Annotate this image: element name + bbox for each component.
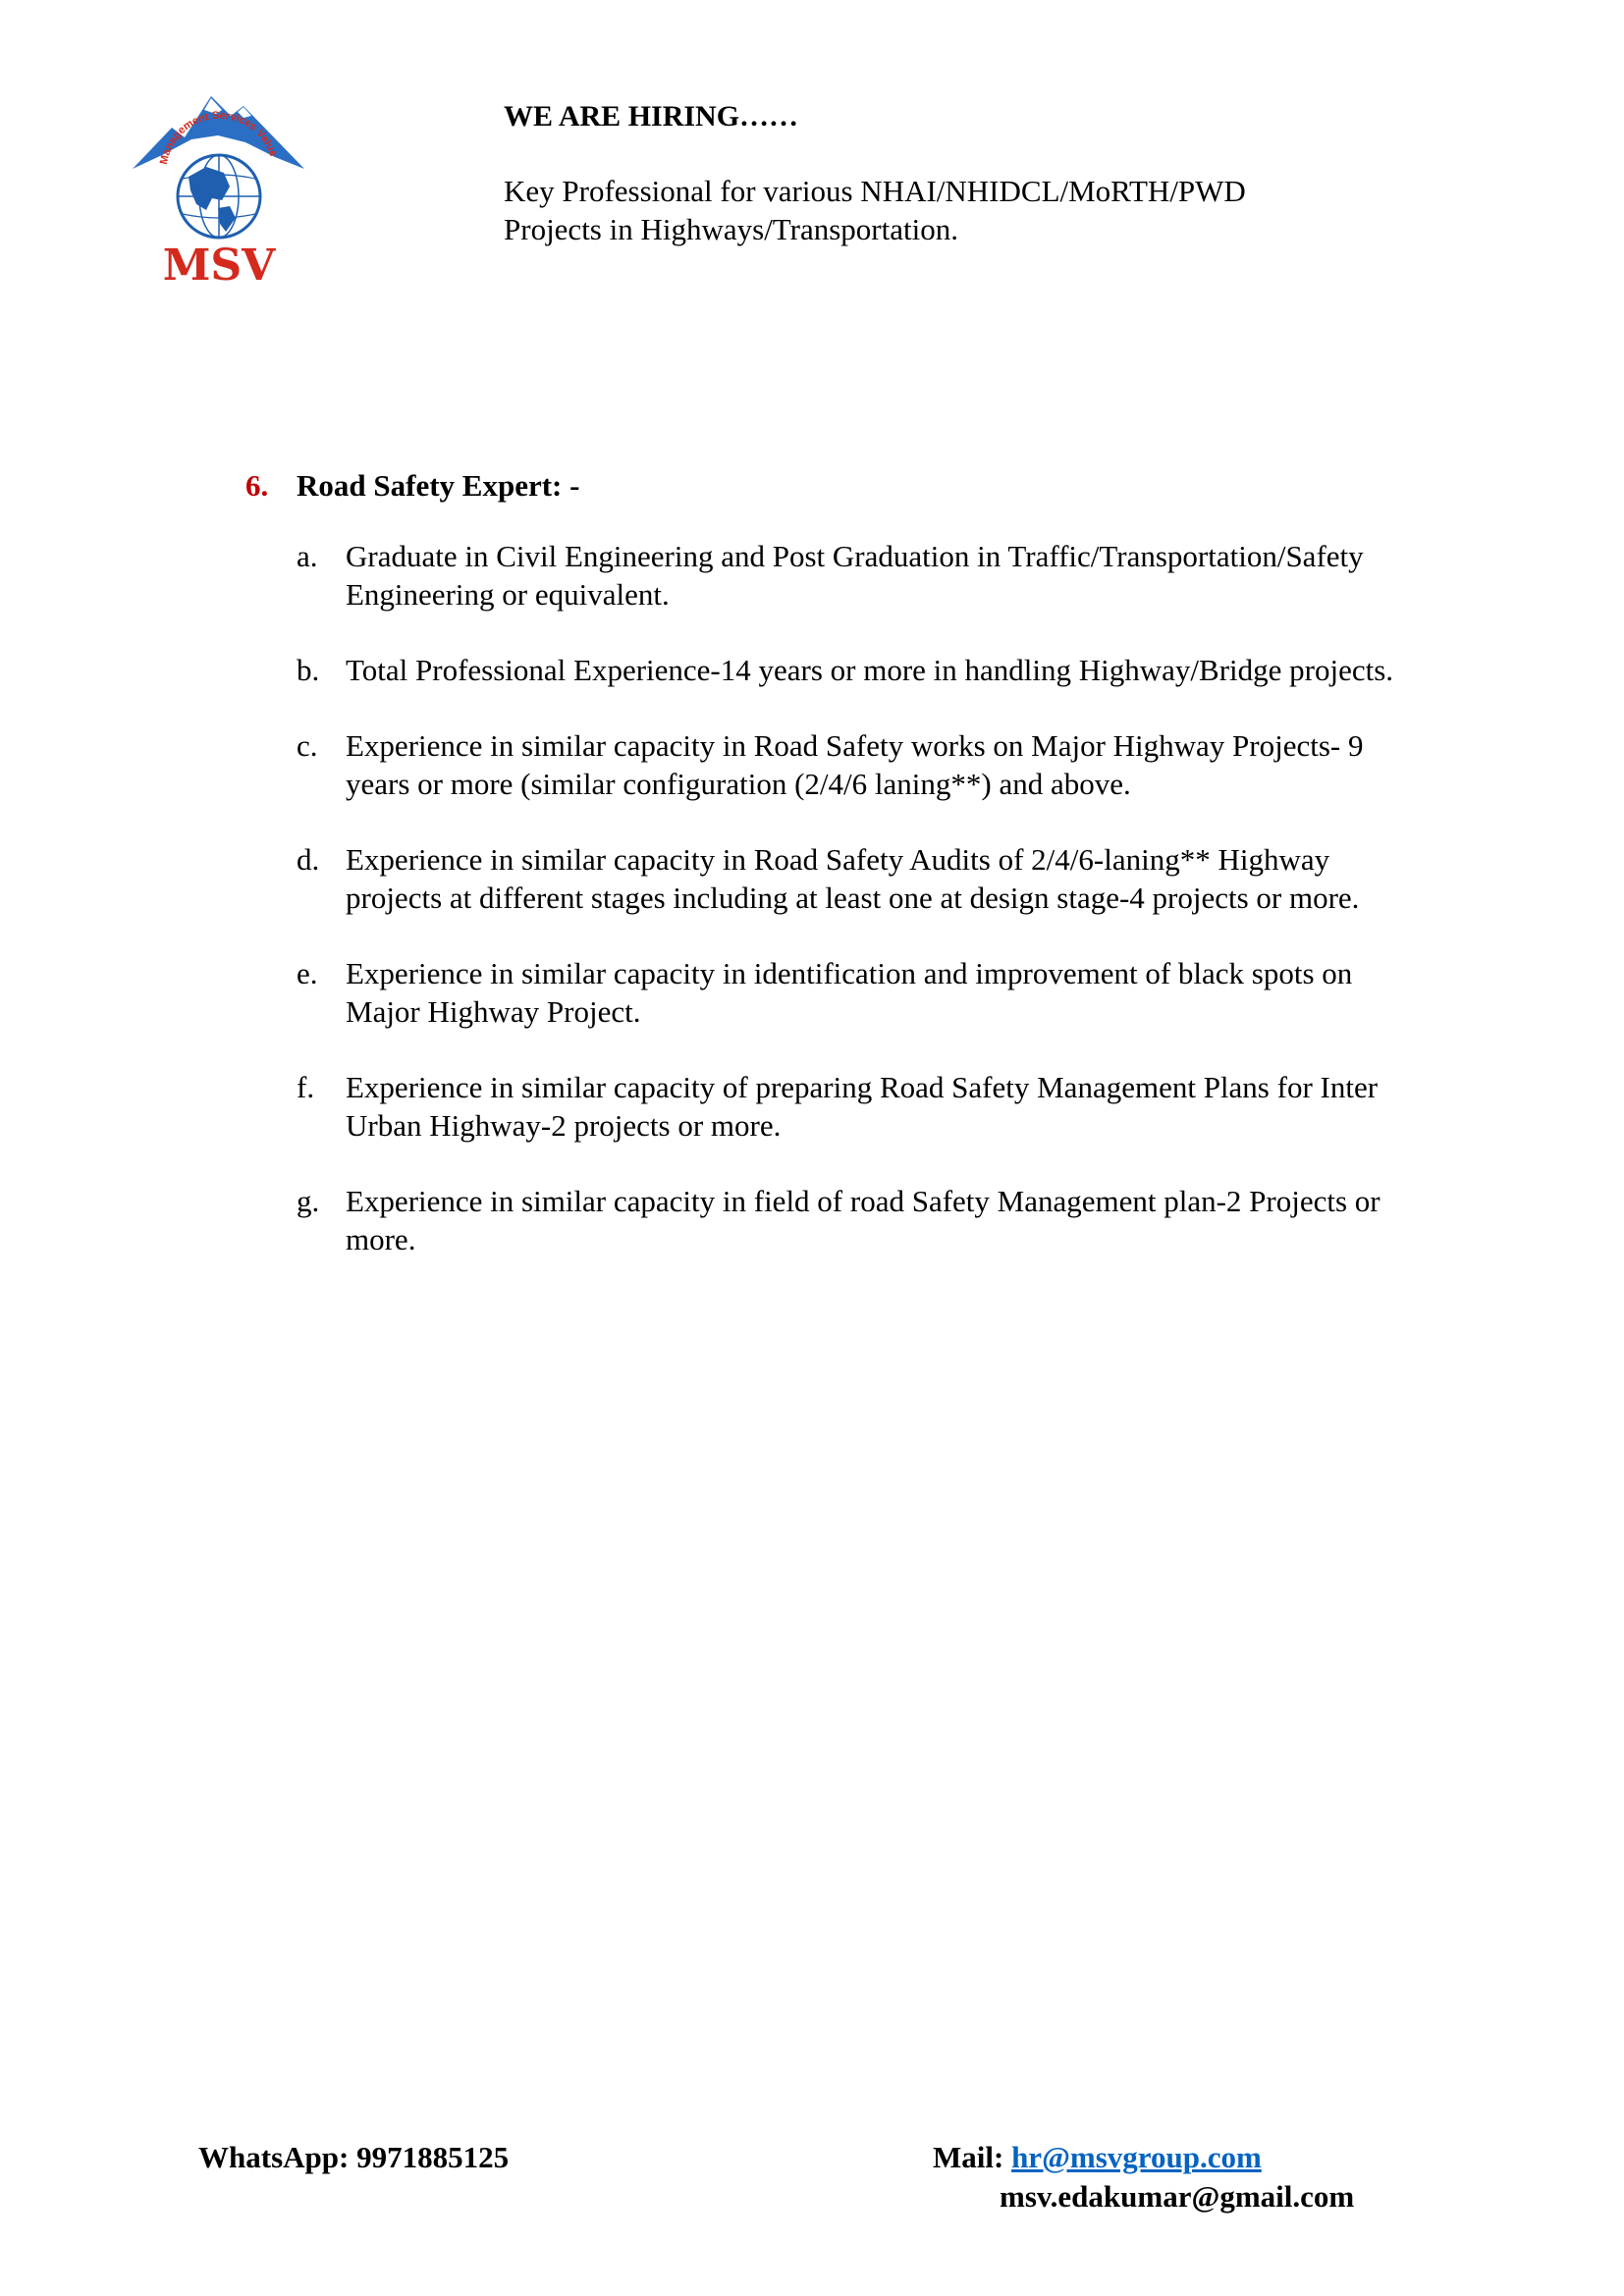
- list-item: [297, 1182, 1455, 1258]
- header-description: Key Professional for various NHAI/NHIDCL/MoRTH/PWD Projects in Highways/Transportation.: [504, 174, 1246, 246]
- primary-email-link[interactable]: hr@msvgroup.com: [1011, 2140, 1262, 2174]
- item-text: Experience in similar capacity of preparing Road Safety Management Plans for Inter Urban Highway-2 projects or more.: [346, 1070, 1379, 1143]
- header: [504, 98, 1486, 248]
- globe-icon: [178, 155, 260, 238]
- list-item: [297, 954, 1455, 1031]
- msv-logo: [128, 88, 309, 285]
- item-letter: c.: [297, 728, 318, 763]
- mail-contact: [933, 2138, 1354, 2216]
- list-item: [297, 840, 1455, 917]
- secondary-email: msv.edakumar@gmail.com: [1000, 2179, 1355, 2214]
- item-text: Experience in similar capacity in Road Safety Audits of 2/4/6-laning** Highway projects at different stages including at least one at design stage-4 projects or more.: [346, 842, 1360, 915]
- section-heading: [245, 466, 1522, 506]
- item-text: Experience in similar capacity in identification and improvement of black spots on Major Highway Project.: [346, 956, 1353, 1029]
- item-letter: f.: [297, 1070, 315, 1104]
- whatsapp-contact: WhatsApp: 9971885125: [198, 2140, 510, 2174]
- logo-arc-text: Management Services Value: [158, 109, 280, 166]
- section-title: Road Safety Expert: -: [297, 468, 580, 503]
- item-text: Experience in similar capacity in field of road Safety Management plan-2 Projects or more.: [346, 1184, 1380, 1256]
- item-letter: e.: [297, 956, 318, 990]
- item-letter: d.: [297, 842, 320, 877]
- list-item: [297, 651, 1455, 689]
- list-item: [297, 726, 1455, 803]
- item-text: Total Professional Experience-14 years or more in handling Highway/Bridge projects.: [346, 653, 1394, 687]
- requirements-list: [297, 537, 1522, 1258]
- logo-brand: MSV: [162, 240, 276, 285]
- item-letter: a.: [297, 539, 318, 573]
- list-item: [297, 537, 1455, 614]
- mail-label: Mail:: [933, 2140, 1004, 2174]
- item-text: Experience in similar capacity in Road Safety works on Major Highway Projects- 9 years or more (similar configuration (2/4/6 laning**) and above.: [346, 728, 1364, 801]
- hiring-title: WE ARE HIRING……: [504, 100, 799, 133]
- requirements-section: [245, 466, 1522, 1296]
- msv-logo-graphic: [128, 88, 309, 285]
- item-text: Graduate in Civil Engineering and Post Graduation in Traffic/Transportation/Safety Engineering or equivalent.: [346, 539, 1364, 612]
- item-letter: b.: [297, 653, 320, 687]
- list-item: [297, 1068, 1455, 1145]
- section-number: 6.: [245, 468, 269, 503]
- item-letter: g.: [297, 1184, 320, 1218]
